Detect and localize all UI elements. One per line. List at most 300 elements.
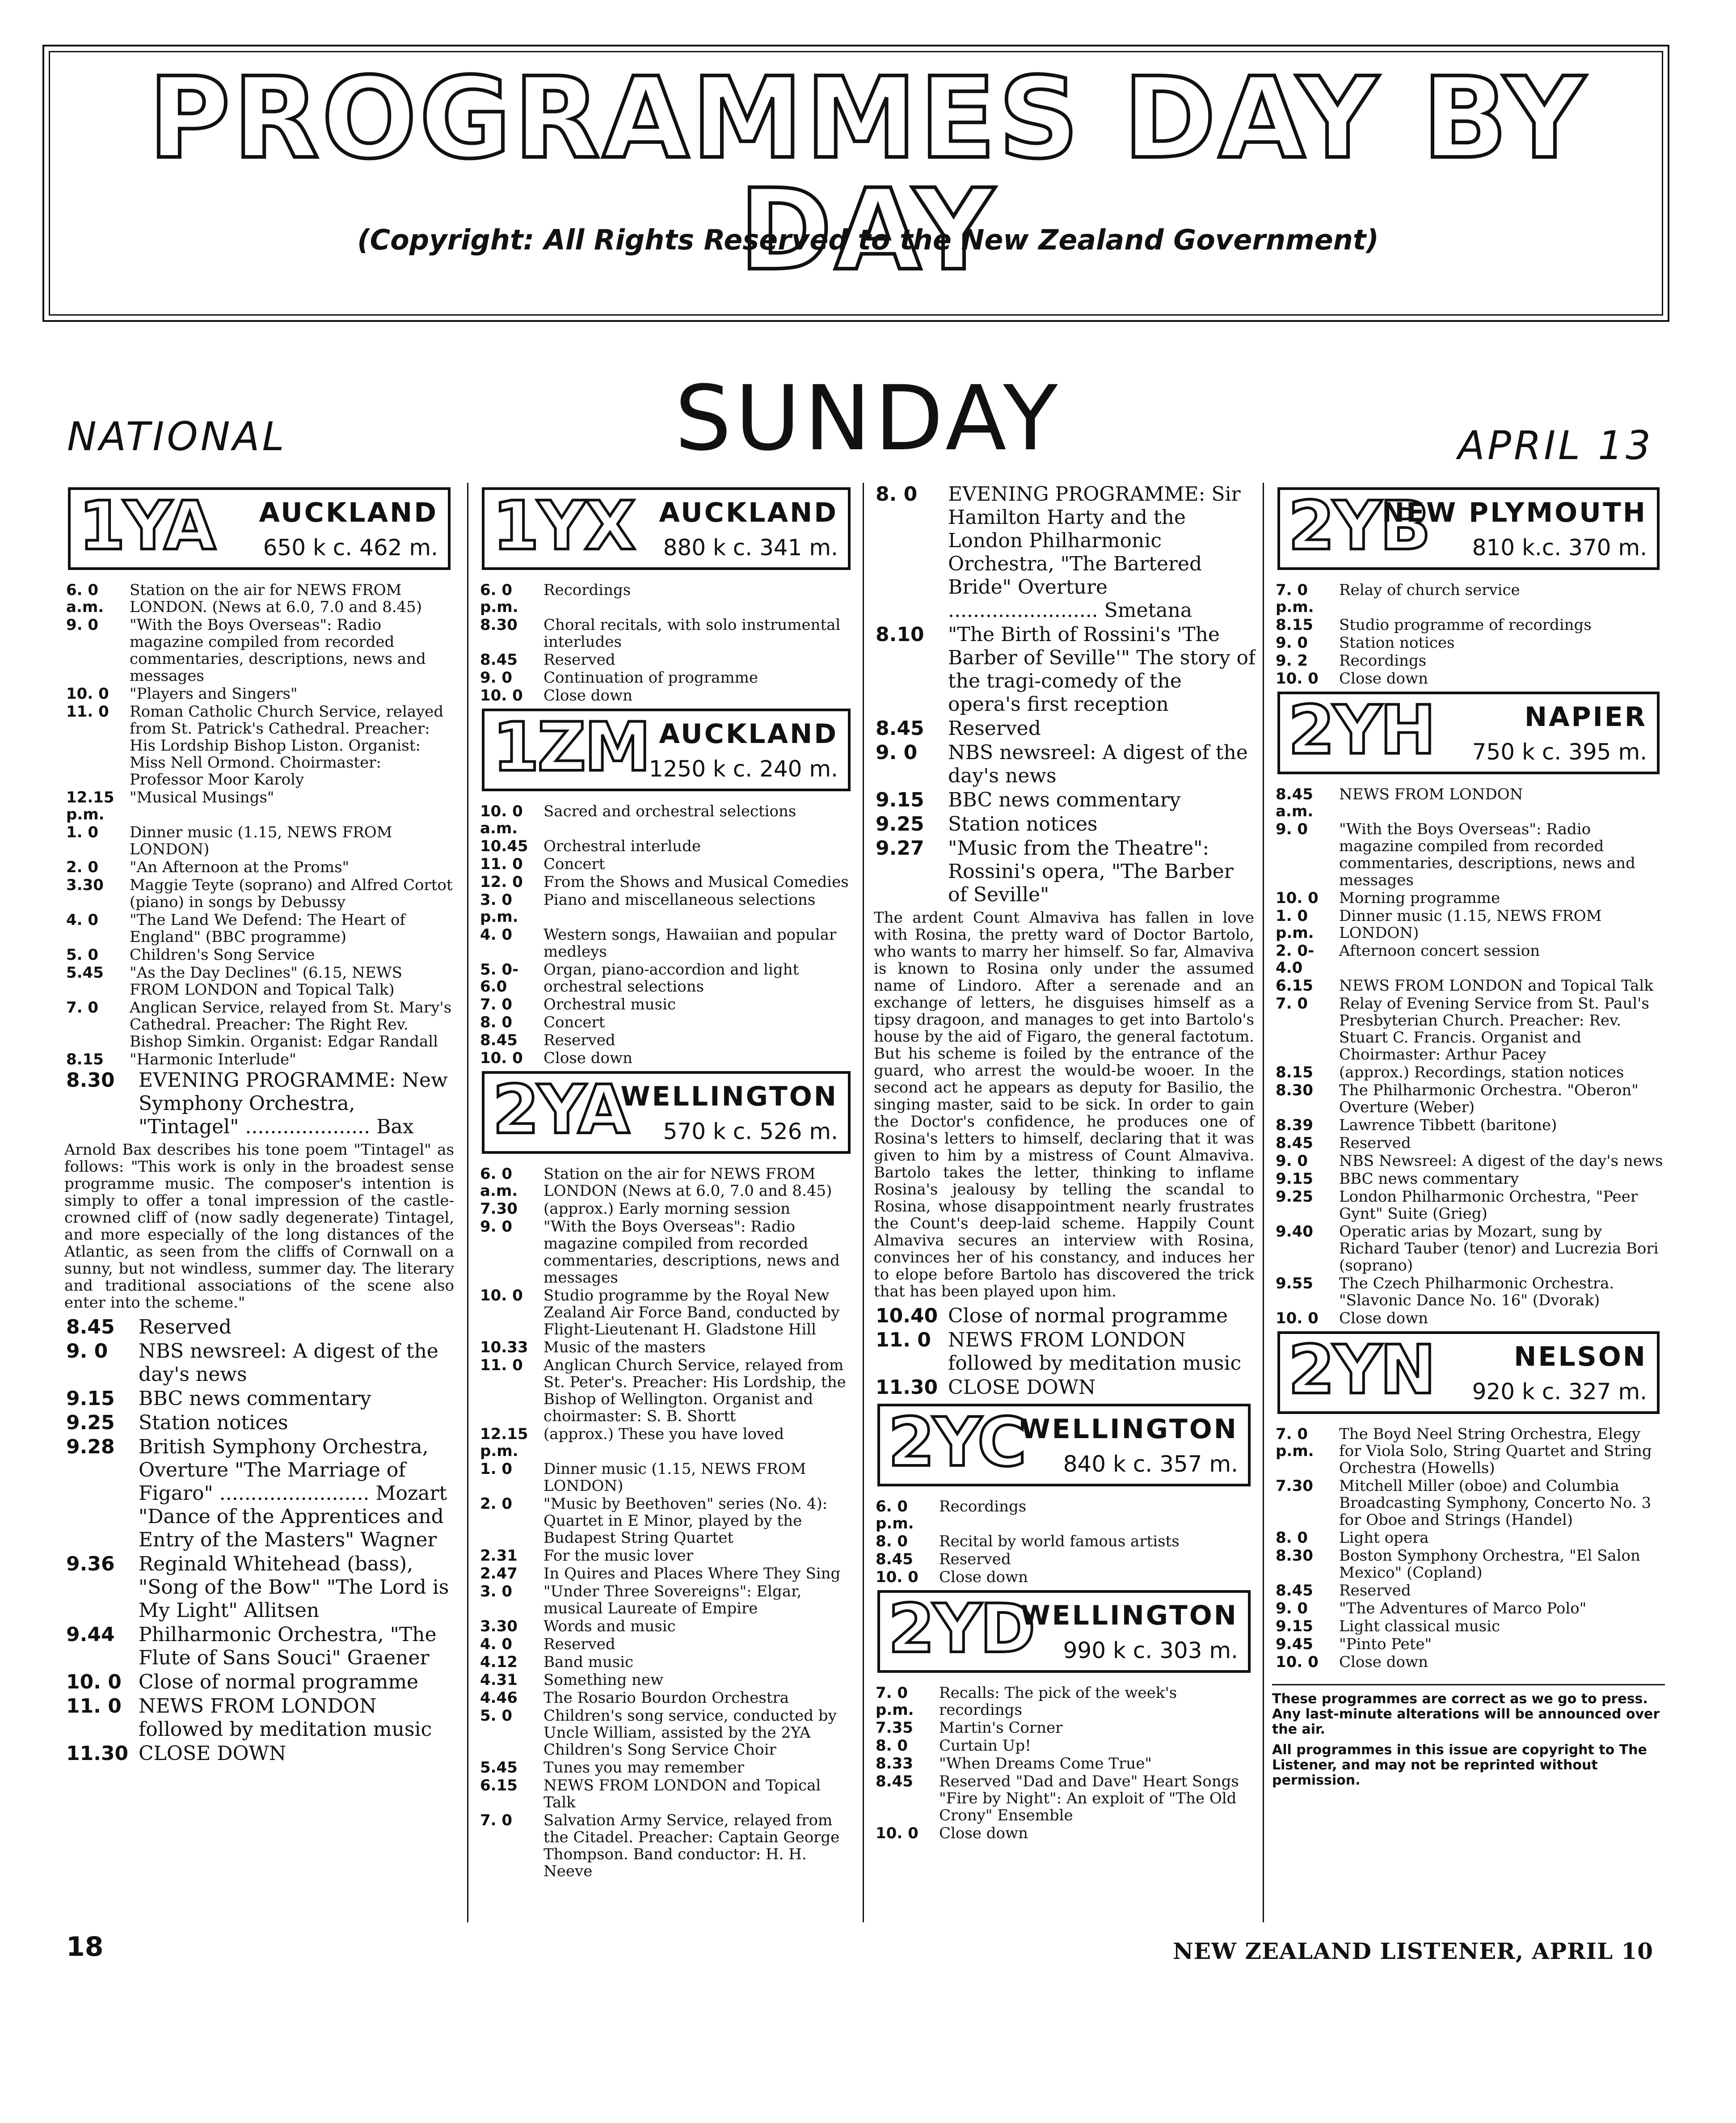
schedule-entry	[476, 1426, 856, 1460]
entry-programme: Reserved	[1339, 1134, 1411, 1152]
entry-time: 4. 0	[480, 926, 513, 944]
entry-programme: EVENING PROGRAMME: Sir Hamilton Harty and the London Philharmonic Orchestra, "The Bartered Bride" Overture ........................ Smetana	[948, 483, 1241, 622]
entry-time: 7. 0	[66, 999, 99, 1017]
entry-time: 11. 0	[480, 855, 523, 873]
schedule-entry	[63, 1435, 456, 1552]
entry-time: 8.45	[66, 1316, 115, 1338]
date-heading: APRIL 13	[1458, 422, 1653, 468]
entry-programme: Maggie Teyte (soprano) and Alfred Cortot (piano) in songs by Debussy	[130, 876, 453, 911]
entry-programme: Something new	[544, 1671, 664, 1689]
entry-programme: Band music	[544, 1653, 634, 1671]
entry-programme: In Quires and Places Where They Sing	[544, 1565, 841, 1583]
entry-programme: The Boyd Neel String Orchestra, Elegy for Viola Solo, String Quartet and String Orchestra (Howells)	[1339, 1425, 1652, 1477]
schedule-entry	[476, 669, 856, 686]
entry-programme: "An Afternoon at the Proms"	[130, 858, 350, 876]
entry-time: 1. 0	[66, 823, 99, 841]
station-city: NAPIER	[1524, 701, 1647, 733]
station-call-sign: 1YX	[493, 487, 634, 565]
schedule-entry	[872, 623, 1256, 716]
entry-time: 8. 0	[876, 1737, 908, 1755]
schedule-entry	[872, 1533, 1256, 1550]
entry-programme: Light classical music	[1339, 1617, 1500, 1635]
schedule-entry	[476, 1357, 856, 1425]
schedule-entry	[1272, 1223, 1665, 1274]
schedule-2yh	[1272, 786, 1665, 1327]
entry-time: 8.15	[66, 1051, 104, 1068]
entry-time: 8. 0	[480, 1013, 513, 1031]
day-heading: SUNDAY	[674, 367, 1062, 471]
entry-programme: Close of normal programme	[139, 1671, 419, 1693]
station-box-1ya	[68, 487, 451, 570]
entry-time: 10. 0	[480, 1287, 523, 1304]
entry-time: 10. 0 a.m.	[480, 802, 523, 837]
station-call-sign: 1YA	[79, 487, 214, 565]
schedule-1ya-late	[63, 1316, 456, 1765]
entry-programme: For the music lover	[544, 1547, 693, 1565]
entry-programme: Recital by world famous artists	[939, 1532, 1180, 1550]
entry-programme: (approx.) Recordings, station notices	[1339, 1064, 1624, 1081]
entry-programme: Choral recitals, with solo instrumental interludes	[544, 616, 841, 651]
entry-programme: Morning programme	[1339, 889, 1500, 907]
schedule-entry	[63, 685, 456, 702]
schedule-entry	[1272, 1618, 1665, 1635]
entry-time: 7. 0 p.m.	[876, 1684, 914, 1719]
entry-programme: Reserved	[1339, 1582, 1411, 1600]
entry-time: 9.15	[1276, 1617, 1313, 1635]
station-box-2ya	[482, 1071, 851, 1154]
entry-time: 8.30	[1276, 1547, 1313, 1565]
programme-note-barber: The ardent Count Almaviva has fallen in love with Rosina, the pretty ward of Doctor Bartolo, who wants to marry her himself. So far, Almaviva is known to Rosina only under the assumed name of Lindoro. After a serenade and an exchange of letters, he disguises himself as a tipsy dragoon, and manages to get into Bartolo's house by the aid of Figaro, the general factotum. But his scheme is foiled by the entrance of the guard, who arrest the would-be wooer. In the second act he appears as deputy for Basilio, the singing master, said to be sick. In order to gain the Doctor's confidence, he produces one of Rosina's letters to himself, declaring that it was given to him by a mistress of Count Almaviva. Bartolo takes the letter, thinking to inflame Rosina's jealousy by telling the scandal to Rosina, whose disappointment nearly frustrates the Count's deep-laid scheme. Happily Count Almaviva secures an interview with Rosina, convinces her of his constancy, and induces her to elope before Bartolo has discovered the trick that has been played upon him.	[874, 909, 1254, 1300]
entry-programme: Relay of church service	[1339, 581, 1520, 599]
entry-programme: NBS newsreel: A digest of the day's news	[948, 741, 1248, 787]
entry-programme: Concert	[544, 855, 605, 873]
schedule-entry	[1272, 1547, 1665, 1581]
schedule-entry	[1272, 1275, 1665, 1309]
entry-programme: Reserved "Dad and Dave" Heart Songs "Fire by Night": An exploit of "The Old Crony" Ensemble	[939, 1773, 1239, 1824]
column-3	[863, 483, 1256, 1922]
entry-time: 6. 0 p.m.	[876, 1498, 914, 1532]
station-call-sign: 2YD	[888, 1590, 1034, 1668]
entry-time: 9.15	[1276, 1170, 1313, 1188]
entry-programme: Words and music	[544, 1617, 676, 1635]
schedule-entry	[63, 999, 456, 1050]
entry-time: 10.33	[480, 1338, 528, 1356]
entry-programme: Operatic arias by Mozart, sung by Richard Tauber (tenor) and Lucrezia Bori (soprano)	[1339, 1223, 1659, 1275]
entry-programme: London Philharmonic Orchestra, "Peer Gynt" Suite (Grieg)	[1339, 1188, 1638, 1223]
schedule-entry	[1272, 1310, 1665, 1327]
entry-time: 4.46	[480, 1689, 518, 1707]
schedule-entry	[63, 703, 456, 788]
entry-programme: Reserved	[544, 1031, 615, 1049]
schedule-entry	[476, 687, 856, 704]
entry-time: 4. 0	[480, 1635, 513, 1653]
schedule-entry	[1272, 1064, 1665, 1081]
schedule-entry	[63, 912, 456, 945]
schedule-entry	[476, 1200, 856, 1217]
schedule-entry	[63, 859, 456, 876]
entry-time: 10. 0	[1276, 670, 1319, 688]
editorial-notice	[1272, 1684, 1665, 1788]
entry-time: 8.30	[1276, 1081, 1313, 1099]
entry-programme: Light opera	[1339, 1529, 1429, 1547]
entry-time: 10. 0	[1276, 889, 1319, 907]
entry-time: 10. 0	[876, 1568, 919, 1586]
entry-time: 8.45	[480, 1031, 518, 1049]
schedule-entry	[476, 1460, 856, 1494]
entry-time: 7. 0 p.m.	[1276, 581, 1314, 616]
entry-programme: Reginald Whitehead (bass), "Song of the Bow" "The Lord is My Light" Allitsen	[139, 1553, 449, 1622]
entry-time: 8. 0	[876, 483, 918, 506]
entry-programme: Curtain Up!	[939, 1737, 1031, 1755]
entry-programme: Lawrence Tibbett (baritone)	[1339, 1116, 1557, 1134]
entry-time: 12.15 p.m.	[480, 1425, 528, 1460]
entry-programme: Anglican Church Service, relayed from St. Peter's. Preacher: His Lordship, the Bishop of Wellington. Organist and choirmaster: S. B. Shortt	[544, 1356, 846, 1425]
entry-time: 11. 0	[480, 1356, 523, 1374]
entry-time: 6. 0 a.m.	[66, 581, 104, 616]
entry-time: 11. 0	[66, 1695, 122, 1718]
entry-time: 8.30	[480, 616, 518, 634]
schedule-entry	[1272, 1170, 1665, 1187]
station-city: AUCKLAND	[259, 497, 438, 528]
programme-note-tintagel: Arnold Bax describes his tone poem "Tintagel" as follows: "This work is only in the broadest sense programme music. The composer's intention is simply to offer a tonal impression of the castle-crowned cliff of (now sadly degenerate) Tintagel, and more especially of the long distances of the Atlantic, as seen from the cliffs of Cornwall on a sunny, but not windless, summer day. The literary and traditional associations of the scene also enter into the scheme."	[64, 1141, 454, 1312]
station-frequency: 880 k c. 341 m.	[663, 535, 838, 561]
entry-programme: The Czech Philharmonic Orchestra. "Slavonic Dance No. 16" (Dvorak)	[1339, 1275, 1614, 1309]
schedule-entry	[872, 813, 1256, 836]
schedule-entry	[63, 964, 456, 998]
schedule-entry	[872, 1329, 1256, 1375]
schedule-entry	[476, 1759, 856, 1776]
schedule-2yb	[1272, 582, 1665, 687]
schedule-2ya-evening	[872, 483, 1256, 907]
schedule-entry	[1272, 1654, 1665, 1671]
schedule-entry	[872, 789, 1256, 812]
entry-time: 2. 0	[480, 1495, 513, 1513]
entry-programme: Orchestral interlude	[544, 837, 701, 855]
schedule-entry	[63, 1069, 456, 1139]
entry-time: 8.15	[1276, 1064, 1313, 1081]
schedule-entry	[1272, 1636, 1665, 1653]
station-city: NELSON	[1514, 1341, 1647, 1372]
schedule-entry	[63, 1051, 456, 1068]
entry-programme: "Music by Beethoven" series (No. 4): Quartet in E Minor, played by the Budapest String Quartet	[544, 1495, 828, 1547]
schedule-2yd	[872, 1684, 1256, 1842]
schedule-entry	[476, 856, 856, 873]
schedule-entry	[872, 1684, 1256, 1718]
station-frequency: 920 k c. 327 m.	[1472, 1379, 1647, 1405]
station-frequency: 750 k c. 395 m.	[1472, 739, 1647, 765]
station-city: WELLINGTON	[1020, 1600, 1238, 1631]
schedule-2ya	[476, 1165, 856, 1880]
schedule-2yn	[1272, 1426, 1665, 1671]
schedule-entry	[476, 1636, 856, 1653]
station-box-2yc	[877, 1404, 1251, 1486]
entry-time: 7.35	[876, 1719, 913, 1737]
entry-time: 6. 0 a.m.	[480, 1165, 518, 1200]
entry-programme: Organ, piano-accordion and light orchestral selections	[544, 961, 799, 996]
entry-programme: "Music from the Theatre": Rossini's opera, "The Barber of Seville"	[948, 837, 1234, 906]
entry-time: 9. 0	[876, 741, 918, 764]
station-frequency: 840 k c. 357 m.	[1063, 1451, 1238, 1477]
schedule-entry	[476, 838, 856, 855]
entry-programme: Studio programme of recordings	[1339, 616, 1592, 634]
entry-programme: CLOSE DOWN	[948, 1376, 1096, 1399]
entry-time: 7. 0	[480, 996, 513, 1013]
entry-time: 6.15	[480, 1777, 518, 1794]
schedule-entry	[1272, 1477, 1665, 1528]
entry-time: 12.15 p.m.	[66, 789, 114, 823]
entry-time: 8.45	[1276, 1134, 1313, 1152]
station-box-2yh	[1277, 692, 1660, 774]
entry-programme: Station notices	[139, 1411, 288, 1434]
station-box-2yn	[1277, 1331, 1660, 1414]
entry-time: 9. 0	[1276, 1600, 1308, 1617]
station-city: NEW PLYMOUTH	[1382, 497, 1647, 528]
schedule-entry	[63, 789, 456, 823]
schedule-entry	[1272, 1152, 1665, 1169]
entry-programme: "The Adventures of Marco Polo"	[1339, 1600, 1587, 1617]
schedule-entry	[476, 1032, 856, 1049]
notice-copyright: All programmes in this issue are copyright to The Listener, and may not be reprinted without permission.	[1272, 1742, 1647, 1788]
schedule-entry	[63, 1671, 456, 1694]
schedule-entry	[872, 1773, 1256, 1824]
entry-programme: Reserved	[139, 1316, 232, 1338]
station-frequency: 990 k c. 303 m.	[1063, 1638, 1238, 1663]
schedule-1zm	[476, 803, 856, 1067]
entry-time: 8.33	[876, 1755, 913, 1773]
entry-time: 10. 0	[66, 1671, 122, 1693]
schedule-entry	[63, 1623, 456, 1670]
entry-time: 5.45	[66, 964, 104, 982]
schedule-entry	[63, 616, 456, 684]
schedule-entry	[476, 996, 856, 1013]
entry-programme: "Musical Musings"	[130, 789, 274, 806]
schedule-entry	[1272, 582, 1665, 616]
schedule-entry	[872, 483, 1256, 622]
entry-programme: Close down	[939, 1568, 1028, 1586]
entry-programme: NBS Newsreel: A digest of the day's news	[1339, 1152, 1663, 1170]
entry-time: 9. 0	[66, 616, 99, 634]
entry-programme: "Pinto Pete"	[1339, 1635, 1432, 1653]
entry-programme: Reserved	[544, 1635, 615, 1653]
entry-programme: Afternoon concert session	[1339, 942, 1540, 960]
schedule-2ya-late	[872, 1304, 1256, 1399]
entry-time: 11. 0	[876, 1329, 931, 1351]
entry-programme: Close down	[544, 687, 632, 705]
entry-time: 8.45 a.m.	[1276, 785, 1314, 820]
entry-programme: Tunes you may remember	[544, 1759, 744, 1777]
station-call-sign: 2YH	[1288, 692, 1434, 769]
schedule-entry	[476, 616, 856, 650]
entry-time: 9. 0	[1276, 1152, 1308, 1170]
schedule-entry	[63, 1340, 456, 1386]
schedule-entry	[476, 803, 856, 837]
section-label: NATIONAL	[67, 414, 287, 460]
entry-programme: Dinner music (1.15, NEWS FROM LONDON)	[544, 1460, 806, 1495]
schedule-entry	[1272, 652, 1665, 669]
entry-programme: (approx.) Early morning session	[544, 1200, 790, 1218]
entry-programme: "With the Boys Overseas": Radio magazine compiled from recorded commentaries, descriptions, news and messages	[544, 1218, 840, 1287]
schedule-entry	[1272, 977, 1665, 994]
entry-time: 9.55	[1276, 1275, 1313, 1292]
entry-time: 10. 0	[1276, 1309, 1319, 1327]
column-4	[1263, 483, 1665, 1922]
entry-time: 8.45	[876, 1773, 913, 1790]
entry-time: 10. 0	[876, 1824, 919, 1842]
entry-programme: BBC news commentary	[139, 1387, 371, 1410]
schedule-entry	[872, 1755, 1256, 1772]
entry-time: 9. 0	[480, 1218, 513, 1236]
station-city: AUCKLAND	[659, 497, 838, 528]
entry-programme: "Under Three Sovereigns": Elgar, musical Laureate of Empire	[544, 1583, 802, 1617]
entry-programme: Sacred and orchestral selections	[544, 802, 796, 820]
entry-programme: Children's song service, conducted by Uncle William, assisted by the 2YA Children's Song Service Choir	[544, 1707, 837, 1759]
column-1	[63, 483, 456, 1922]
schedule-entry	[872, 717, 1256, 740]
schedule-entry	[476, 1050, 856, 1067]
entry-programme: BBC news commentary	[1339, 1170, 1519, 1188]
entry-programme: Recordings	[1339, 652, 1427, 670]
entry-programme: Recalls: The pick of the week's recordings	[939, 1684, 1177, 1719]
page-number: 18	[66, 1931, 104, 1963]
station-frequency: 650 k c. 462 m.	[263, 535, 438, 561]
station-box-1zm	[482, 709, 851, 791]
schedule-entry	[1272, 1529, 1665, 1546]
entry-time: 9.15	[66, 1387, 115, 1410]
schedule-entry	[63, 582, 456, 616]
entry-programme: Close down	[1339, 1309, 1428, 1327]
schedule-entry	[1272, 634, 1665, 651]
station-call-sign: 2YB	[1288, 487, 1429, 565]
entry-time: 8. 0	[876, 1532, 908, 1550]
entry-programme: Recordings	[544, 581, 631, 599]
schedule-entry	[476, 1689, 856, 1706]
station-city: WELLINGTON	[1020, 1414, 1238, 1445]
entry-programme: EVENING PROGRAMME: New Symphony Orchestra, "Tintagel" .................... Bax	[139, 1069, 448, 1138]
notice-alterations: These programmes are correct as we go to press. Any last-minute alterations will be announced over the air.	[1272, 1691, 1660, 1737]
entry-time: 2.31	[480, 1547, 518, 1565]
entry-time: 7. 0	[1276, 995, 1308, 1013]
station-call-sign: 1ZM	[493, 709, 649, 786]
entry-programme: NBS newsreel: A digest of the day's news	[139, 1340, 438, 1386]
schedule-entry	[872, 1376, 1256, 1399]
entry-programme: British Symphony Orchestra, Overture "The Marriage of Figaro" ........................ Mozart "Dance of the Apprentices and Entry of the Masters" Wagner	[139, 1435, 447, 1551]
entry-time: 8. 0	[1276, 1529, 1308, 1547]
entry-programme: Reserved	[948, 717, 1041, 740]
entry-time: 9. 0	[1276, 820, 1308, 838]
schedule-entry	[476, 1014, 856, 1031]
entry-programme: Close down	[1339, 670, 1428, 688]
entry-time: 8.45	[1276, 1582, 1313, 1600]
entry-programme: Station on the air for NEWS FROM LONDON (News at 6.0, 7.0 and 8.45)	[544, 1165, 832, 1200]
schedule-entry	[63, 1316, 456, 1339]
entry-programme: Anglican Service, relayed from St. Mary's Cathedral. Preacher: The Right Rev. Bishop Simkin. Organist: Edgar Randall	[130, 999, 452, 1051]
entry-programme: NEWS FROM LONDON followed by meditation music	[948, 1329, 1242, 1375]
entry-programme: Philharmonic Orchestra, "The Flute of Sans Souci" Graener	[139, 1623, 437, 1669]
schedule-entry	[476, 1565, 856, 1582]
entry-time: 3. 0 p.m.	[480, 891, 518, 926]
station-box-1yx	[482, 487, 851, 570]
entry-time: 9. 0	[1276, 634, 1308, 652]
entry-time: 6. 0 p.m.	[480, 581, 518, 616]
entry-time: 5. 0	[66, 946, 99, 964]
schedule-entry	[1272, 1426, 1665, 1477]
entry-time: 9. 0	[66, 1340, 108, 1363]
entry-programme: Dinner music (1.15, NEWS FROM LONDON)	[1339, 907, 1602, 942]
schedule-entry	[1272, 1135, 1665, 1152]
schedule-entry	[1272, 786, 1665, 820]
entry-programme: "The Land We Defend: The Heart of England" (BBC programme)	[130, 911, 405, 946]
schedule-entry	[476, 1495, 856, 1546]
entry-programme: Western songs, Hawaiian and popular medleys	[544, 926, 837, 961]
station-frequency: 810 k.c. 370 m.	[1472, 535, 1647, 561]
entry-time: 9.36	[66, 1553, 115, 1575]
column-2	[467, 483, 856, 1922]
entry-time: 11. 0	[66, 703, 109, 721]
schedule-entry	[476, 1287, 856, 1338]
entry-programme: BBC news commentary	[948, 789, 1181, 811]
entry-time: 12. 0	[480, 873, 523, 891]
entry-time: 2. 0	[66, 858, 99, 876]
entry-programme: Close down	[544, 1049, 632, 1067]
schedule-entry	[63, 1411, 456, 1435]
schedule-entry	[476, 1671, 856, 1688]
entry-programme: Studio programme by the Royal New Zealand Air Force Band, conducted by Flight-Lieutenant H. Gladstone Hill	[544, 1287, 840, 1338]
station-frequency: 570 k c. 526 m.	[663, 1118, 838, 1144]
schedule-entry	[1272, 1600, 1665, 1617]
schedule-entry	[872, 1569, 1256, 1586]
schedule-entry	[1272, 1082, 1665, 1116]
schedule-entry	[476, 1165, 856, 1199]
entry-time: 9.25	[876, 813, 924, 836]
schedule-entry	[872, 1825, 1256, 1842]
entry-time: 4.12	[480, 1653, 518, 1671]
entry-time: 8.45	[876, 717, 924, 740]
entry-programme: NEWS FROM LONDON followed by meditation music	[139, 1695, 432, 1741]
entry-programme: Piano and miscellaneous selections	[544, 891, 816, 909]
entry-time: 7.30	[480, 1200, 518, 1218]
entry-time: 2.47	[480, 1565, 518, 1583]
schedule-entry	[476, 1218, 856, 1286]
schedule-1ya	[63, 582, 456, 1068]
entry-time: 10. 0	[66, 685, 109, 703]
entry-time: 8.45	[876, 1550, 913, 1568]
schedule-entry	[1272, 907, 1665, 941]
schedule-entry	[476, 961, 856, 995]
entry-programme: Children's Song Service	[130, 946, 315, 964]
schedule-entry	[872, 837, 1256, 907]
entry-time: 10. 0	[480, 687, 523, 705]
entry-programme: "With the Boys Overseas": Radio magazine compiled from recorded commentaries, descriptions, news and messages	[130, 616, 426, 685]
schedule-entry	[63, 946, 456, 963]
schedule-entry	[1272, 1188, 1665, 1222]
entry-programme: "When Dreams Come True"	[939, 1755, 1152, 1773]
entry-time: 7.30	[1276, 1477, 1313, 1495]
entry-programme: NEWS FROM LONDON and Topical Talk	[544, 1777, 821, 1811]
entry-programme: "With the Boys Overseas": Radio magazine compiled from recorded commentaries, descriptions, news and messages	[1339, 820, 1635, 889]
station-frequency: 1250 k c. 240 m.	[649, 756, 838, 782]
entry-time: 8.15	[1276, 616, 1313, 634]
entry-programme: Martin's Corner	[939, 1719, 1063, 1737]
entry-programme: "Players and Singers"	[130, 685, 298, 703]
station-box-2yd	[877, 1590, 1251, 1673]
station-call-sign: 2YA	[493, 1071, 628, 1149]
copyright-line: (Copyright: All Rights Reserved to the New Zealand Government)	[357, 224, 1379, 256]
entry-programme: Recordings	[939, 1498, 1027, 1515]
entry-programme: Reserved	[544, 651, 615, 669]
entry-programme: Concert	[544, 1013, 605, 1031]
entry-programme: "As the Day Declines" (6.15, NEWS FROM LONDON and Topical Talk)	[130, 964, 402, 999]
entry-programme: Station notices	[948, 813, 1098, 836]
